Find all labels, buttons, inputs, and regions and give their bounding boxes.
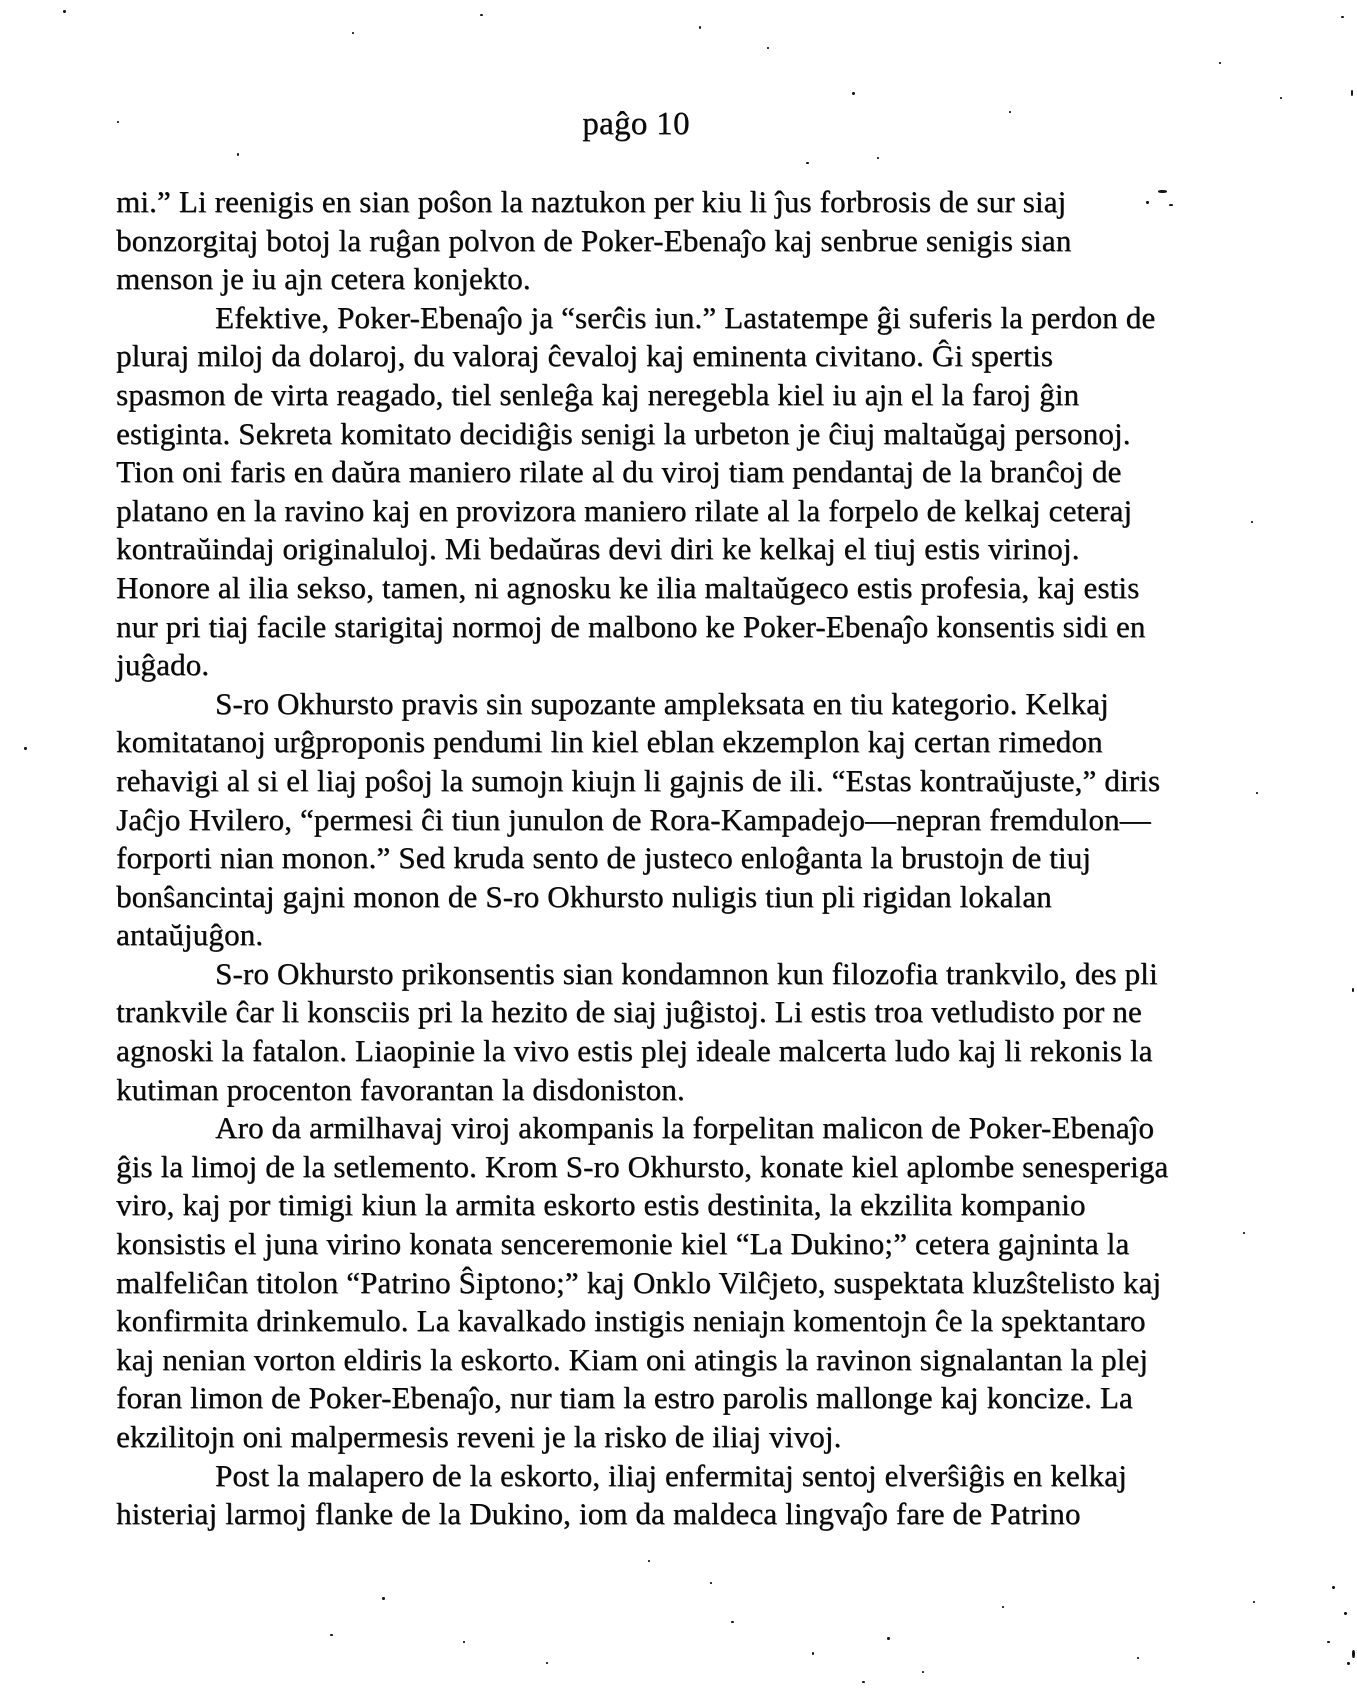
text-line: mi.” Li reenigis en sian poŝon la naztukon per kiu li ĵus forbrosis de sur siaj (116, 184, 1067, 219)
scan-speckle (922, 1671, 924, 1673)
scan-speckle (710, 1582, 712, 1584)
text-line: kontraŭindaj originaluloj. Mi bedaŭras devi diri ke kelkaj el tiuj estis virinoj. (116, 531, 1080, 567)
text-line: Honore al ilia sekso, tamen, ni agnosku ke ilia maltaŭgeco estis profesia, kaj estis (116, 569, 1140, 605)
text-line: estiginta. Sekreta komitato decidiĝis senigi la urbeton je ĉiuj maltaŭgaj personoj. (116, 415, 1131, 451)
scan-speckle (731, 1621, 734, 1623)
text-line: Post la malapero de la eskorto, iliaj enfermitaj sentoj elverŝiĝis en kelkaj (215, 1457, 1127, 1493)
paragraph (116, 685, 1276, 955)
scan-speckle (480, 14, 483, 16)
scan-speckle (63, 10, 66, 13)
scan-speckle (463, 1641, 465, 1643)
page-number-heading: paĝo 10 (582, 106, 690, 142)
scan-speckle (1002, 1606, 1004, 1608)
text-line: platano en la ravino kaj en provizora maniero rilate al la forpelo de kelkaj ceteraj (116, 492, 1133, 528)
scan-speckle (1256, 792, 1258, 794)
text-line: komitatanoj urĝproponis pendumi lin kiel eblan ekzemplon kaj certan rimedon (116, 724, 1103, 760)
scan-speckle (1009, 111, 1011, 113)
text-line: histeriaj larmoj flanke de la Dukino, iom da maldeca lingvaĵo fare de Patrino (116, 1496, 1081, 1532)
scan-speckle (1146, 201, 1149, 204)
text-line: trankvile ĉar li konsciis pri la hezito de siaj juĝistoj. Li estis troa vetludisto por ne (116, 994, 1142, 1030)
scan-speckle (117, 121, 119, 123)
scan-speckle (330, 1634, 333, 1636)
scan-speckle (1253, 1601, 1255, 1603)
scan-speckle (1280, 97, 1282, 99)
scan-speckle (806, 162, 809, 164)
scan-speckle (852, 92, 855, 95)
text-line: antaŭjuĝon. (116, 917, 264, 953)
text-line: menson je iu ajn cetera konjekto. (116, 261, 531, 297)
scan-speckle (1341, 16, 1344, 18)
text-line: konsistis el juna virino konata senceremonie kiel “La Dukino;” cetera gajninta la (116, 1226, 1130, 1262)
scan-speckle (648, 1560, 650, 1562)
text-line: Tion oni faris en daŭra maniero rilate al du viroj tiam pendantaj de la branĉoj de (116, 454, 1122, 490)
scan-speckle (1158, 190, 1167, 193)
scan-speckle (237, 153, 239, 156)
scan-speckle (1352, 1650, 1355, 1658)
scan-speckle (352, 32, 354, 34)
text-line: spasmon de virta reagado, tiel senleĝa kaj neregebla kiel iu ajn el la faroj ĝin (116, 376, 1080, 412)
text-line: rehavigi al si el liaj poŝoj la sumojn kiujn li gajnis de ili. “Estas kontraŭjuste,” diris (116, 762, 1161, 798)
paragraph (116, 955, 1276, 1109)
scan-speckle (1327, 1641, 1330, 1643)
scan-speckle (1344, 1612, 1347, 1615)
scan-speckle (699, 26, 701, 29)
text-line: kaj nenian vorton eldiris la eskorto. Kiam oni atingis la ravinon signalantan la plej (116, 1341, 1149, 1377)
text-line: ekzilitojn oni malpermesis reveni je la risko de iliaj vivoj. (116, 1419, 842, 1454)
text-line: foran limon de Poker-Ebenaĵo, nur tiam la estro parolis mallonge kaj koncize. La (116, 1380, 1133, 1416)
text-line: S-ro Okhursto pravis sin supozante ampleksata en tiu kategorio. Kelkaj (215, 685, 1109, 721)
scan-speckle (1251, 521, 1253, 523)
scan-speckle (24, 747, 27, 750)
scan-speckle (887, 1637, 890, 1640)
scan-speckle (767, 47, 769, 49)
text-line: agnoski la fatalon. Liaopinie la vivo estis plej ideale malcerta ludo kaj li rekonis la (116, 1033, 1153, 1069)
text-line: juĝado. (116, 647, 210, 683)
text-line: bonŝancintaj gajni monon de S-ro Okhursto nuligis tiun pli rigidan lokalan (116, 878, 1052, 914)
text-line: forporti nian monon.” Sed kruda sento de justeco enloĝanta la brustojn de tiuj (116, 840, 1092, 876)
body-text (116, 183, 1276, 1534)
scan-speckle (1243, 1232, 1245, 1234)
scan-speckle (812, 1652, 814, 1655)
text-line: ĝis la limoj de la setlemento. Krom S-ro Okhursto, konate kiel aplombe senesperiga (116, 1148, 1169, 1184)
text-line: Efektive, Poker-Ebenaĵo ja “serĉis iun.” Lastatempe ĝi suferis la perdon de (215, 299, 1156, 335)
scan-speckle (877, 157, 879, 159)
text-line: Jaĉjo Hvilero, “permesi ĉi tiun junulon de Rora-Kampadejo—nepran fremdulon— (116, 801, 1151, 837)
scan-speckle (1347, 1662, 1350, 1665)
text-line: kutiman procenton favorantan la disdoniston. (116, 1071, 685, 1107)
scan-speckle (862, 1681, 865, 1683)
paragraph (116, 1109, 1276, 1456)
text-line: bonzorgitaj botoj la ruĝan polvon de Poker-Ebenaĵo kaj senbrue senigis sian (116, 222, 1072, 258)
paragraph (116, 1457, 1276, 1534)
paragraph (116, 183, 1276, 299)
scan-speckle (1332, 1586, 1335, 1589)
scan-speckle (1137, 1657, 1139, 1659)
scan-speckle (1219, 62, 1221, 64)
scan-speckle (546, 1662, 548, 1664)
scan-speckle (1351, 90, 1353, 96)
text-line: konfirmita drinkemulo. La kavalkado instigis neniajn komentojn ĉe la spektantaro (116, 1303, 1146, 1339)
paragraph (116, 299, 1276, 685)
scan-speckle (382, 1597, 385, 1600)
text-line: pluraj miloj da dolaroj, du valoraj ĉevaloj kaj eminenta civitano. Ĝi spertis (116, 338, 1053, 374)
scan-speckle (1352, 988, 1354, 992)
text-line: viro, kaj por timigi kiun la armita eskorto estis destinita, la ekzilita kompanio (116, 1187, 1086, 1223)
text-line: nur pri tiaj facile starigitaj normoj de malbono ke Poker-Ebenaĵo konsentis sidi en (116, 608, 1146, 644)
scan-speckle (1169, 204, 1173, 206)
text-line: malfeliĉan titolon “Patrino Ŝiptono;” kaj Onklo Vilĉjeto, suspektata kluzŝtelisto kaj (116, 1264, 1162, 1300)
text-line: Aro da armilhavaj viroj akompanis la forpelitan malicon de Poker-Ebenaĵo (215, 1110, 1155, 1146)
text-line: S-ro Okhursto prikonsentis sian kondamnon kun filozofia trankvilo, des pli (215, 955, 1158, 991)
